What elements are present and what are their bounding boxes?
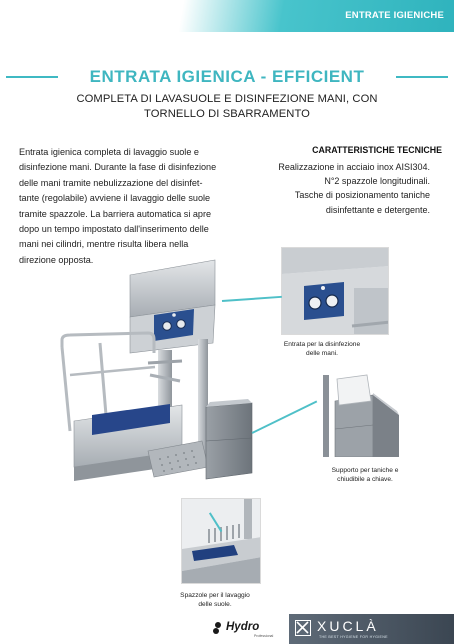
description-line: mani nei cilindri, mentre risulta libera nella — [19, 239, 189, 250]
caption-tank — [305, 467, 425, 484]
top-banner — [0, 0, 454, 32]
subtitle-line: COMPLETA DI LAVASUOLE E DISINFEZIONE MANI, CON — [76, 93, 378, 105]
xucla-brand-name: XUCLÀ — [317, 618, 379, 634]
product-description — [19, 145, 251, 268]
title-block — [0, 67, 454, 89]
caption-line: Supporto per taniche e — [331, 467, 399, 474]
hands-disinfection-image — [281, 247, 389, 335]
tech-specs-list — [258, 160, 430, 217]
tech-spec-item: disinfettante e detergente. — [325, 204, 430, 215]
tank-support-image — [321, 371, 407, 457]
footer-logos — [212, 614, 454, 644]
x-mark-icon — [295, 620, 311, 636]
caption-hands — [262, 341, 382, 358]
caption-line: delle suole. — [198, 600, 232, 608]
description-line: dopo un tempo impostato dall'inserimento delle — [19, 224, 209, 235]
xucla-brand-tag: THE BEST HYGIENE FOR HYGIENE — [319, 635, 388, 639]
description-line: tante (regolabile) avviene il lavaggio delle suole — [19, 193, 211, 204]
description-line: direzione opposta. — [19, 254, 94, 265]
tech-spec-item: Realizzazione in acciaio inox AISI304. — [278, 162, 430, 172]
subtitle-line: TORNELLO DI SBARRAMENTO — [143, 108, 310, 120]
title-rule-right — [396, 76, 448, 78]
section-label: ENTRATE IGIENICHE — [345, 10, 444, 21]
caption-line: chiudibile a chiave. — [337, 475, 393, 483]
caption-line: Spazzole per il lavaggio — [180, 592, 250, 599]
hydro-brand-name: Hydro — [226, 621, 260, 633]
description-line: disinfezione mani. Durante la fase di disinfezione — [19, 162, 217, 173]
product-subtitle — [40, 92, 414, 122]
tech-spec-item: Tasche di posizionamento taniche — [294, 190, 430, 201]
product-title: ENTRATA IGIENICA - EFFICIENT — [89, 67, 365, 86]
description-line: tramite spazzole. La barriera automatica si apre — [19, 208, 212, 219]
caption-line: delle mani. — [306, 349, 338, 357]
main-product-image — [30, 255, 262, 500]
tech-spec-item: N°2 spazzole longitudinali. — [324, 176, 430, 187]
hydro-brand-tag: Professional — [254, 634, 274, 638]
tech-specs-title: CARATTERISTICHE TECNICHE — [312, 145, 442, 155]
caption-line: Entrata per la disinfezione — [283, 341, 361, 348]
sole-brushes-image — [181, 498, 261, 584]
xucla-logo — [289, 614, 454, 644]
caption-brushes — [160, 592, 270, 609]
water-drop-icon — [212, 621, 224, 635]
description-line: Entrata igienica completa di lavaggio suole e — [19, 147, 199, 157]
description-line: delle mani tramite nebulizzazione del disinfet- — [19, 177, 203, 188]
hydro-logo — [212, 618, 282, 638]
